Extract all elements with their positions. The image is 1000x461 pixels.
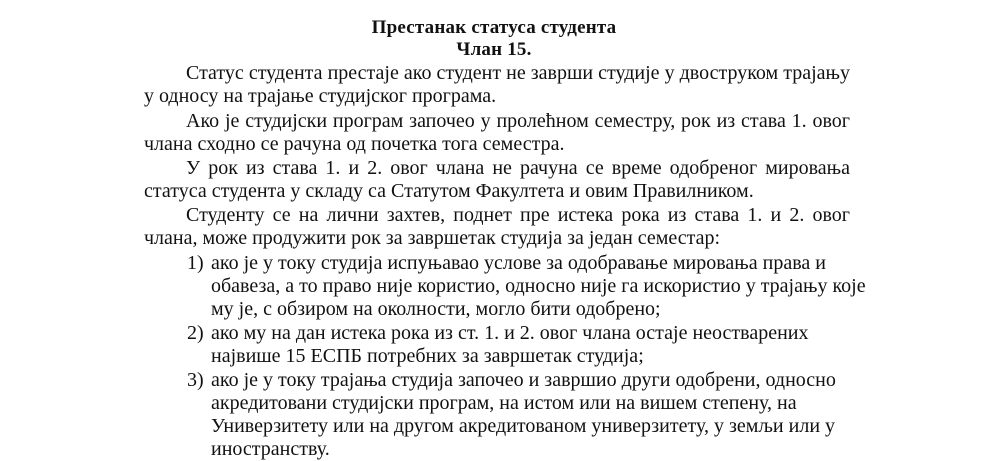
section-heading: Престанак статуса студента bbox=[371, 17, 617, 38]
list-item-text: ако је у току студија испуњавао услове за одобравање мировања права и обавеза, а то право није користио, односно није га искористио у трајању које му је, с обзиром на околности, могло бити одобрено; bbox=[211, 252, 866, 320]
list-item bbox=[187, 252, 881, 321]
list-item-number: 2) bbox=[187, 322, 204, 344]
list-item bbox=[187, 369, 881, 461]
paragraph-1: Статус студента престаје ако студент не заврши студије у двоструком трајању у односу на трајање студијског програма. bbox=[144, 62, 850, 107]
list-item-number: 3) bbox=[187, 369, 204, 391]
list-item-text: ако му на дан истека рока из ст. 1. и 2. овог члана остаје неостварених највише 15 ЕСПБ потребних за завршетак студија; bbox=[211, 322, 809, 367]
list-item-text: ако је у току трајања студија започео и завршио други одобрени, односно акредитовани студијски програм, на истом или на вишем степену, на Универзитету или на другом акредитованом универзитету, у земљи или у иностранству. bbox=[211, 369, 836, 460]
list-item-number: 1) bbox=[187, 252, 204, 274]
paragraph-2: Ако је студијски програм започео у пролећном семестру, рок из става 1. овог члана сходно се рачуна од почетка тога семестра. bbox=[144, 110, 850, 155]
paragraph-3: У рок из става 1. и 2. овог члана не рачуна се време одобреног мировања статуса студента у складу са Статутом Факултета и овим Правилником. bbox=[144, 157, 850, 202]
list-item bbox=[187, 322, 881, 368]
article-number: Члан 15. bbox=[456, 39, 532, 60]
paragraph-4: Студенту се на лични захтев, поднет пре истека рока из става 1. и 2. овог члана, може продужити рок за завршетак студија за један семестар: bbox=[144, 204, 850, 249]
